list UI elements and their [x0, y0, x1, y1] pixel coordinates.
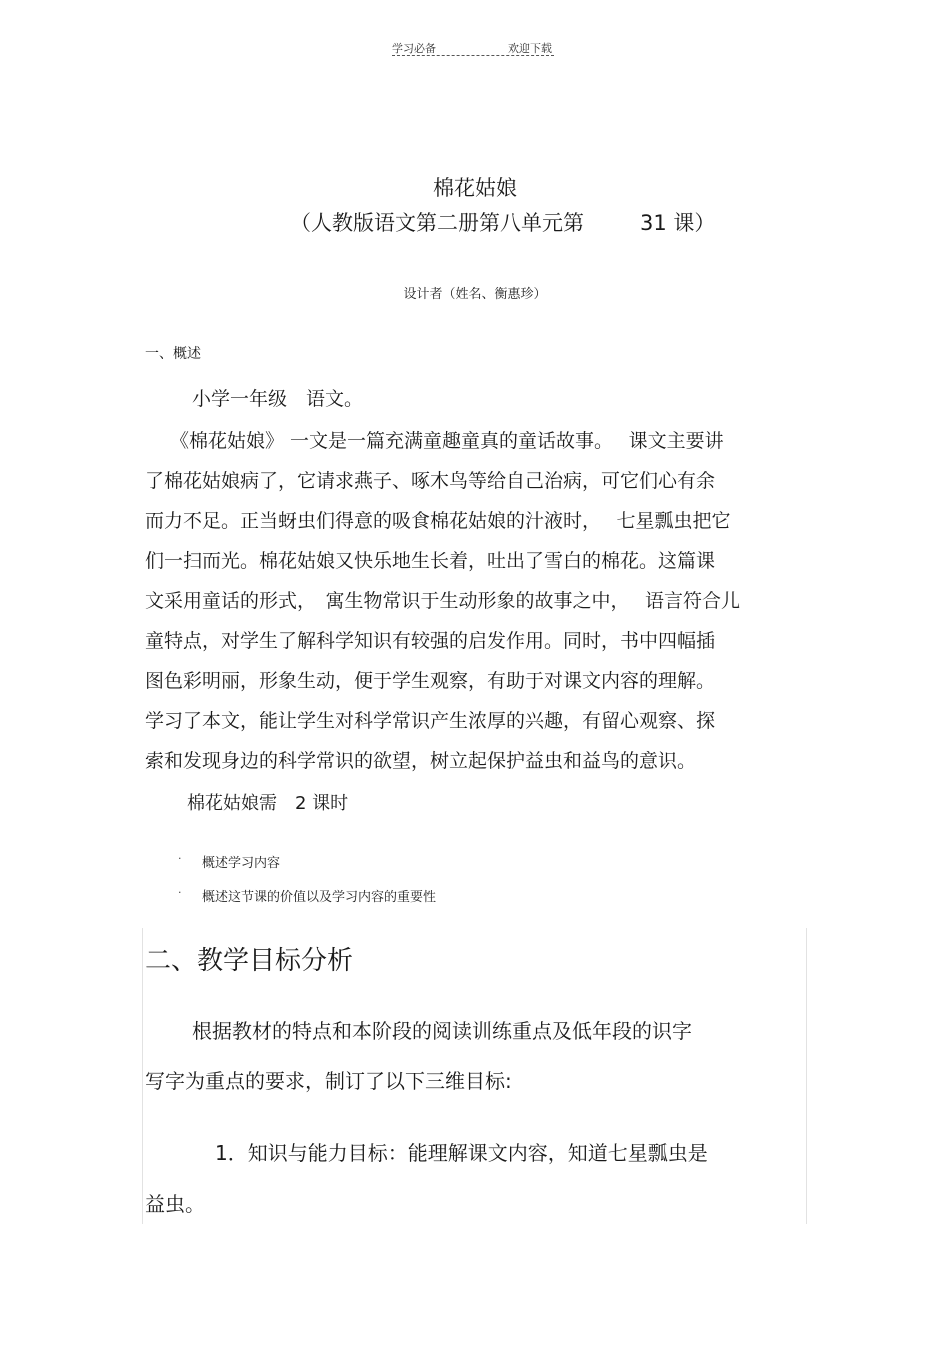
bullet-item: 概述这节课的价值以及学习内容的重要性: [202, 890, 437, 905]
grade-line: 小学一年级 语文。: [192, 388, 364, 410]
body-line: 《棉花姑娘》 一文是一篇充满童趣童真的童话故事。 课文主要讲: [170, 430, 724, 452]
goal-1-line: 1．知识与能力目标：能理解课文内容，知道七星瓢虫是: [215, 1141, 708, 1165]
header-left-text: 学习必备: [392, 42, 436, 55]
designer-line: 设计者（姓名、衡惠珍）: [403, 287, 547, 302]
body-line: 童特点，对学生了解科学知识有较强的启发作用。同时，书中四幅插: [145, 630, 716, 652]
section-2-intro-line: 根据教材的特点和本阶段的阅读训练重点及低年段的识字: [192, 1019, 692, 1043]
page-title: 棉花姑娘: [433, 176, 517, 200]
goal-1-line: 益虫。: [145, 1192, 205, 1216]
header-right-text: 欢迎下载: [508, 42, 552, 55]
section-2-intro-line: 写字为重点的要求，制订了以下三维目标:: [145, 1069, 512, 1093]
bullet-item: 概述学习内容: [202, 856, 281, 871]
bullet-dot: ·: [178, 852, 182, 865]
body-line: 图色彩明丽，形象生动，便于学生观察，有助于对课文内容的理解。: [145, 670, 716, 692]
body-line: 索和发现身边的科学常识的欲望，树立起保护益虫和益鸟的意识。: [145, 750, 697, 772]
lesson-hours-line: 棉花姑娘需 2 课时: [187, 793, 349, 814]
section-2-border-left: [142, 928, 143, 1224]
body-line: 而力不足。正当蚜虫们得意的吸食棉花姑娘的汁液时， 七星瓢虫把它: [145, 510, 731, 532]
body-line: 文采用童话的形式， 寓生物常识于生动形象的故事之中， 语言符合儿: [145, 590, 741, 612]
body-line: 了棉花姑娘病了，它请求燕子、啄木鸟等给自己治病，可它们心有余: [145, 470, 716, 492]
page-subtitle: （人教版语文第二册第八单元第: [290, 211, 584, 235]
bullet-dot: ·: [178, 886, 182, 899]
body-line: 学习了本文，能让学生对科学常识产生浓厚的兴趣，有留心观察、探: [145, 710, 716, 732]
section-2-border-right: [806, 928, 807, 1224]
header-divider: [392, 55, 554, 56]
body-line: 们一扫而光。棉花姑娘又快乐地生长着，吐出了雪白的棉花。这篇课: [145, 550, 716, 572]
section-1-heading: 一、概述: [145, 346, 201, 362]
page-subtitle-lesson: 31 课）: [640, 211, 716, 235]
section-2-heading: 二、教学目标分析: [145, 946, 354, 976]
